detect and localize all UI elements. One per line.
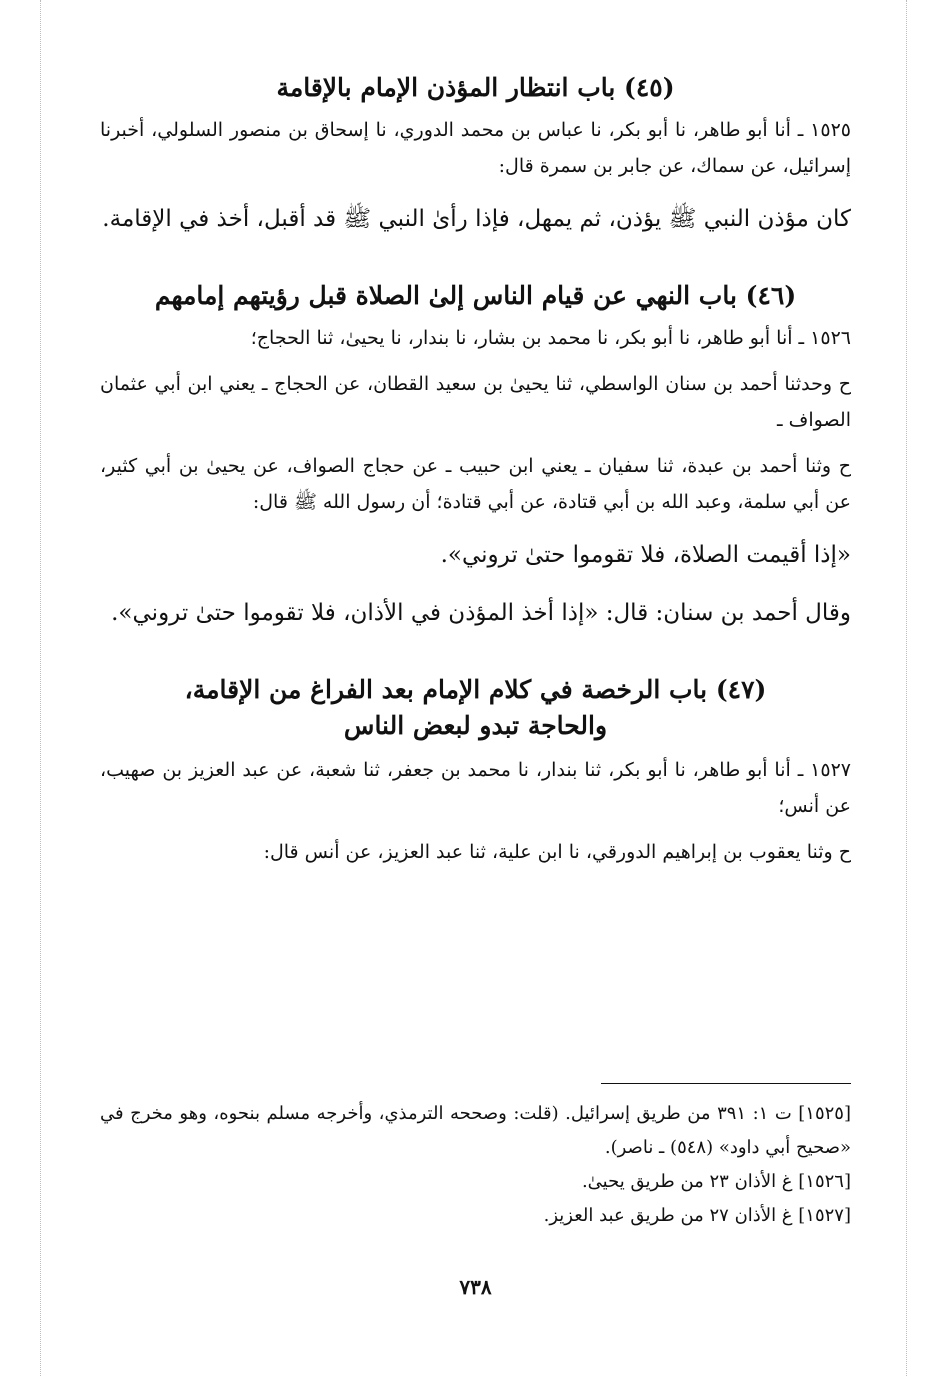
hadith-1526-isnad-3: ح وثنا أحمد بن عبدة، ثنا سفيان ـ يعني ابن حبيب ـ عن حجاج الصواف، عن يحيىٰ بن أبي كثير، عن أبي سلمة، وعبد الله بن أبي قتادة، عن أبي قتادة؛ أن رسول الله ﷺ قال: (100, 455, 851, 513)
main-text (100, 70, 851, 870)
footnote-1527: [١٥٢٧] غ الأذان ٢٧ من طريق عبد العزيز. (543, 1205, 851, 1226)
footnote-1526: [١٥٢٦] غ الأذان ٢٣ من طريق يحيىٰ. (581, 1171, 851, 1192)
chapter-heading-47 (100, 672, 851, 744)
hadith-1525-matn: كان مؤذن النبي ﷺ يؤذن، ثم يمهل، فإذا رأىٰ النبي ﷺ قد أقبل، أخذ في الإقامة. (102, 206, 851, 232)
scan-edge-left (40, 0, 41, 1376)
hadith-1525-isnad: ١٥٢٥ ـ أنا أبو طاهر، نا أبو بكر، نا عباس بن محمد الدوري، نا إسحاق بن منصور السلولي، أخبرنا إسرائيل، عن سماك، عن جابر بن سمرة قال: (100, 119, 851, 177)
footnote-1525: [١٥٢٥] ت ١: ٣٩١ من طريق إسرائيل. (قلت: وصححه الترمذي، وأخرجه مسلم بنحوه، وهو مخرج في «صحيح أبي داود» (٥٤٨) ـ ناصر). (100, 1103, 851, 1158)
chapter-heading-47-line-1: (٤٧) باب الرخصة في كلام الإمام بعد الفراغ من الإقامة، (184, 675, 767, 704)
footnotes (100, 1097, 851, 1233)
footnote-divider (601, 1083, 851, 1084)
hadith-1527-isnad-2: ح وثنا يعقوب بن إبراهيم الدورقي، نا ابن علية، ثنا عبد العزيز، عن أنس قال: (263, 841, 851, 863)
hadith-1526-matn-2: وقال أحمد بن سنان: قال: «إذا أخذ المؤذن في الأذان، فلا تقوموا حتىٰ تروني». (111, 600, 851, 626)
chapter-heading-47-line-2: والحاجة تبدو لبعض الناس (343, 711, 608, 740)
page-number: ٧٣٨ (459, 1275, 492, 1299)
hadith-1526-isnad-2: ح وحدثنا أحمد بن سنان الواسطي، ثنا يحيىٰ بن سعيد القطان، عن الحجاج ـ يعني ابن أبي عثمان الصواف ـ (100, 373, 851, 431)
hadith-1526-isnad-1: ١٥٢٦ ـ أنا أبو طاهر، نا أبو بكر، نا محمد بن بشار، نا بندار، نا يحيىٰ، ثنا الحجاج؛ (250, 327, 851, 349)
hadith-1526-matn-1: «إذا أقيمت الصلاة، فلا تقوموا حتىٰ تروني». (440, 542, 851, 568)
hadith-1527-isnad-1: ١٥٢٧ ـ أنا أبو طاهر، نا أبو بكر، ثنا بندار، نا محمد بن جعفر، ثنا شعبة، عن عبد العزيز بن صهيب، عن أنس؛ (100, 759, 851, 817)
chapter-heading-46: (٤٦) باب النهي عن قيام الناس إلىٰ الصلاة قبل رؤيتهم إمامهم (154, 281, 797, 310)
chapter-heading-45: (٤٥) باب انتظار المؤذن الإمام بالإقامة (276, 73, 675, 102)
scan-edge-right (906, 0, 907, 1376)
